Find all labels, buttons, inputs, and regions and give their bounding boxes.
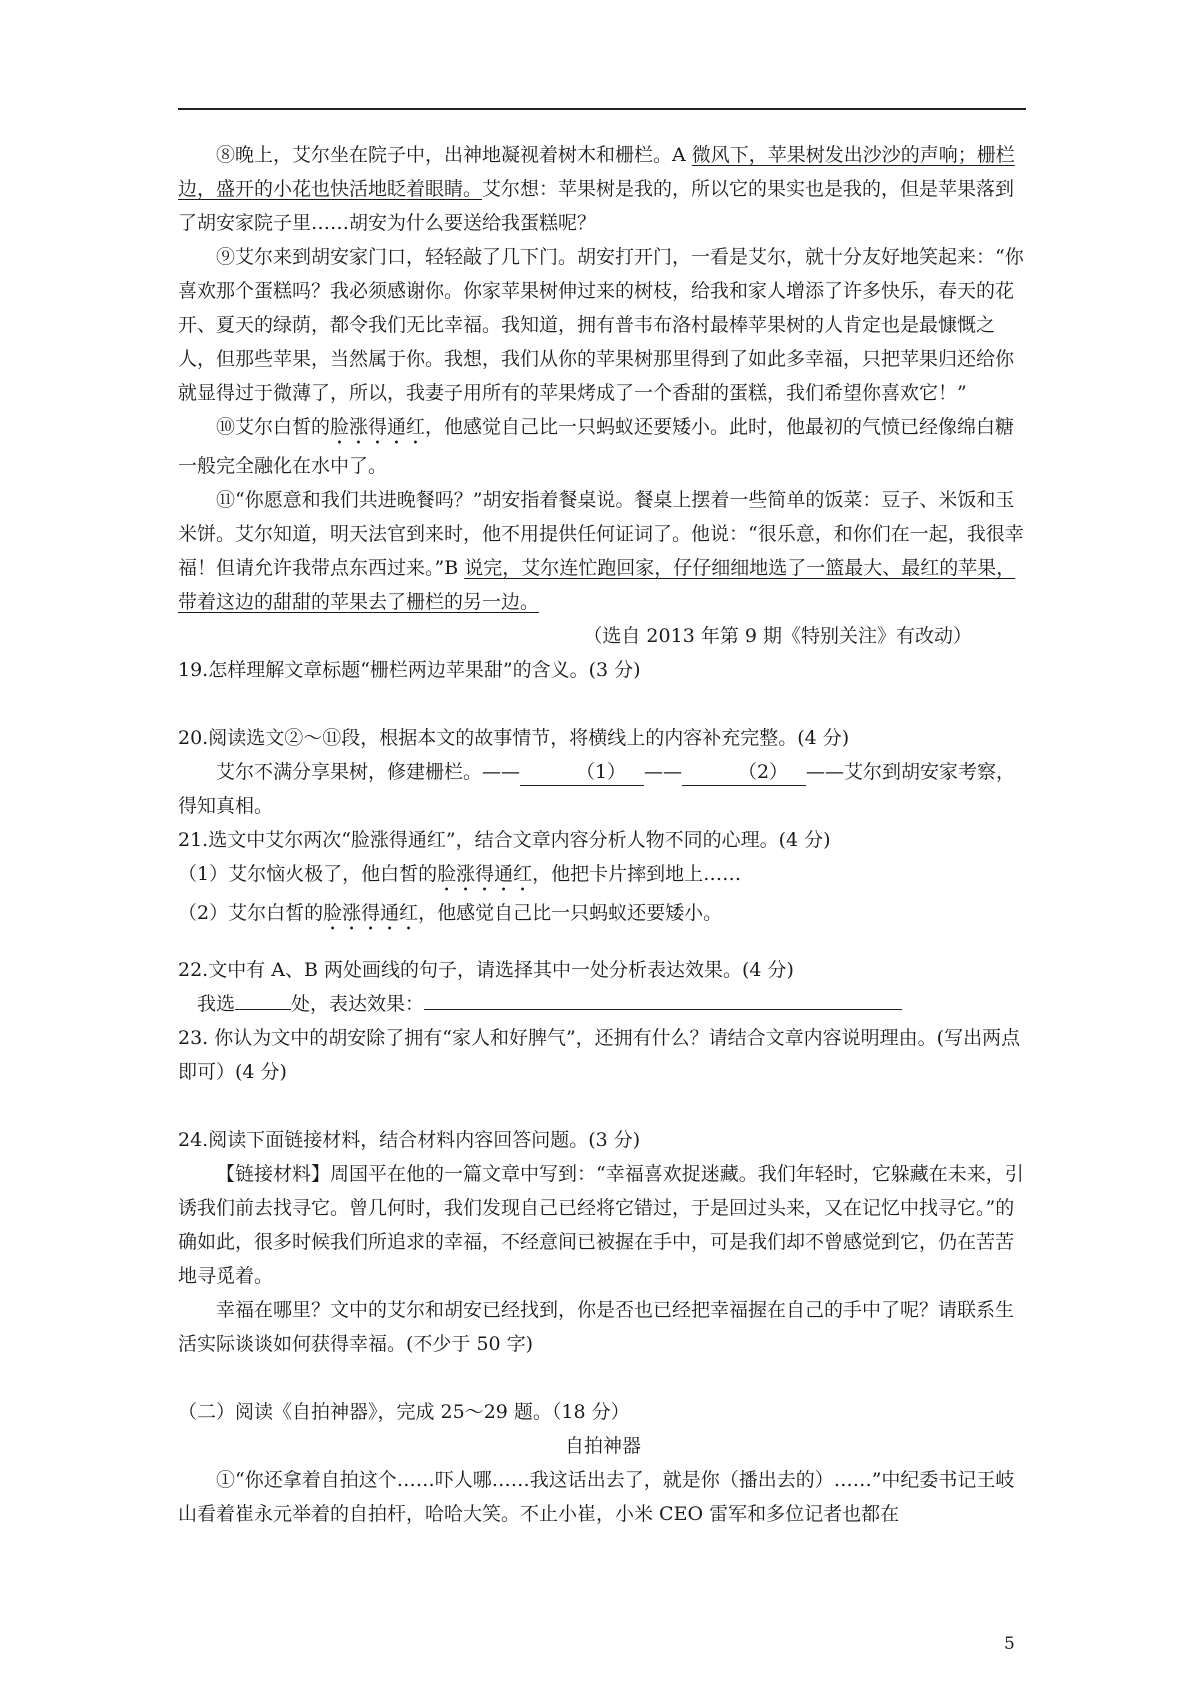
- answer-space-23: [178, 1089, 1028, 1123]
- q22-effect-label: 处，表达效果：: [291, 993, 425, 1015]
- answer-space-19: [178, 687, 1028, 721]
- q21-s1a: （1）艾尔恼火极了，他白皙的: [178, 863, 438, 885]
- source-note: （选自 2013 年第 9 期《特别关注》有改动）: [583, 625, 972, 647]
- question-20-sequence: [178, 755, 1028, 823]
- p10-a: ⑩艾尔白皙的: [216, 416, 331, 438]
- q22-choose-label: 我选: [197, 993, 236, 1015]
- q21-s2a: （2）艾尔白皙的: [178, 902, 324, 924]
- question-21: 21.选文中艾尔两次“脸涨得通红”，结合文章内容分析人物不同的心理。(4 分): [178, 829, 831, 851]
- q21-s2b: ，他感觉自己比一只蚂蚁还要矮小。: [418, 902, 723, 924]
- answer-space-21: [178, 935, 1028, 953]
- choice-blank[interactable]: [235, 1009, 291, 1010]
- q21-s1b: ，他把卡片摔到地上……: [532, 863, 742, 885]
- p10-b: ，他感觉自己比一只蚂蚁还要矮小。此时，他最初的气愤已经像绵白糖一般完全融化在水中了。: [178, 416, 1015, 477]
- paragraph-8: [178, 138, 1028, 240]
- emphasized-phrase: 脸涨得通红: [437, 863, 533, 885]
- q20-end: ——艾尔到胡安家考察，得知真相。: [178, 761, 1016, 817]
- article-paragraph-1: ①“你还拿着自拍这个……吓人哪……我这话出去了，就是你（播出去的）……”中纪委书记王岐山看着崔永元举着的自拍杆，哈哈大笑。不止小崔，小米 CEO 雷军和多位记者也都在: [178, 1469, 1015, 1525]
- page-number: 5: [1004, 1634, 1015, 1654]
- p11-lead: ⑪“你愿意和我们共进晚餐吗？”胡安指着餐桌说。餐桌上摆着一些简单的饭菜：豆子、米饭和玉米饼。艾尔知道，明天法官到来时，他不用提供任何证词了。他说：“很乐意，和你们在一起，我很幸福！但请允许我带点东西过来。”B: [178, 489, 1024, 579]
- underlined-sentence-b: 说完，艾尔连忙跑回家，仔仔细细地选了一篮最大、最红的苹果，带着这边的甜甜的苹果去了栅栏的另一边。: [178, 557, 1016, 613]
- p8-lead: ⑧晚上，艾尔坐在院子中，出神地凝视着树木和栅栏。A: [216, 144, 692, 166]
- question-20: 20.阅读选文②～⑪段，根据本文的故事情节，将横线上的内容补充完整。(4 分): [178, 727, 850, 749]
- link-material: 【链接材料】周国平在他的一篇文章中写到：“幸福喜欢捉迷藏。我们年轻时，它躲藏在未来，引诱我们前去找寻它。曾几何时，我们发现自己已经将它错过，于是回过头来，又在记忆中找寻它。”的确如此，很多时候我们所追求的幸福，不经意间已被握在手中，可是我们却不曾感觉到它，仍在苦苦地寻觅着。: [178, 1163, 1024, 1287]
- effect-blank[interactable]: [424, 1009, 902, 1010]
- paragraph-9: ⑨艾尔来到胡安家门口，轻轻敲了几下门。胡安打开门，一看是艾尔，就十分友好地笑起来：“你喜欢那个蛋糕吗？我必须感谢你。你家苹果树伸过来的树枝，给我和家人增添了许多快乐，春天的花开、夏天的绿荫，都令我们无比幸福。我知道，拥有普韦布洛村最棒苹果树的人肯定也是最慷慨之人，但那些苹果，当然属于你。我想，我们从你的苹果树那里得到了如此多幸福，只把苹果归还给你就显得过于微薄了，所以，我妻子用所有的苹果烤成了一个香甜的蛋糕，我们希望你喜欢它！”: [178, 246, 1024, 404]
- q20-start: 艾尔不满分享果树，修建栅栏。——: [216, 761, 521, 783]
- q20-dash: ——: [644, 761, 683, 783]
- question-22: 22.文中有 A、B 两处画线的句子，请选择其中一处分析表达效果。(4 分): [178, 959, 794, 981]
- emphasized-phrase: 脸涨得通红: [330, 416, 426, 438]
- emphasized-phrase: 脸涨得通红: [323, 902, 419, 924]
- paragraph-10: [178, 410, 1028, 483]
- question-24: 24.阅读下面链接材料，结合材料内容回答问题。(3 分): [178, 1129, 641, 1151]
- question-21-item-2: [178, 896, 1028, 935]
- underlined-sentence-a: 微风下，苹果树发出沙沙的声响；栅栏边，盛开的小花也快活地眨着眼睛。: [178, 144, 1015, 200]
- header-rule: [178, 108, 1026, 110]
- question-22-answer-line: [178, 987, 1028, 1021]
- article-title: 自拍神器: [564, 1435, 641, 1457]
- question-24-prompt: 幸福在哪里？文中的艾尔和胡安已经找到，你是否也已经把幸福握在自己的手中了呢？请联系生活实际谈谈如何获得幸福。(不少于 50 字): [178, 1299, 1015, 1355]
- question-21-item-1: [178, 857, 1028, 896]
- section-2-heading: （二）阅读《自拍神器》，完成 25～29 题。（18 分）: [178, 1401, 630, 1423]
- q23-text: 23. 你认为文中的胡安除了拥有“家人和好脾气”，还拥有什么？请结合文章内容说明理由。(写出两点即可）(4 分): [178, 1027, 1021, 1083]
- answer-blank-1[interactable]: （1）: [520, 759, 644, 786]
- paragraph-11: [178, 483, 1028, 619]
- page-content: [178, 138, 1028, 1531]
- p8-tail: 艾尔想：苹果树是我的，所以它的果实也是我的，但是苹果落到了胡安家院子里……胡安为什么要送给我蛋糕呢？: [178, 178, 1015, 234]
- answer-blank-2[interactable]: （2）: [682, 759, 806, 786]
- question-23: [178, 1021, 1028, 1089]
- question-19: 19.怎样理解文章标题“栅栏两边苹果甜”的含义。(3 分): [178, 659, 641, 681]
- answer-space-24: [178, 1361, 1028, 1395]
